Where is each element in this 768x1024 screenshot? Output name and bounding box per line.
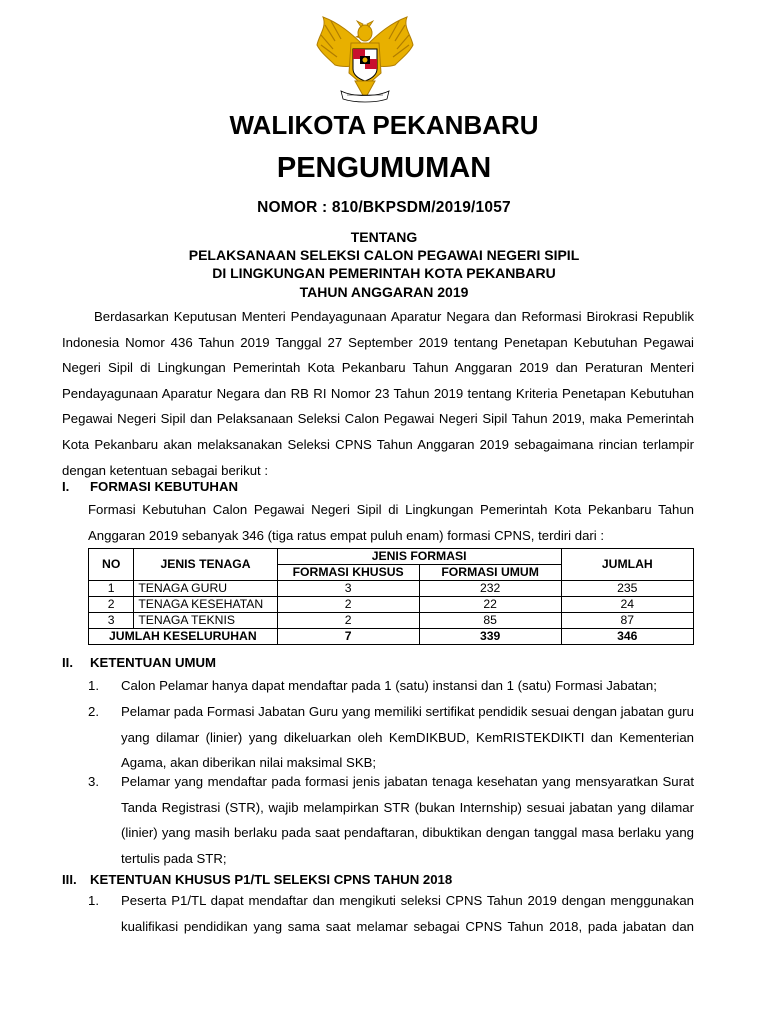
cell-no: 3: [89, 613, 134, 629]
section-1-title: FORMASI KEBUTUHAN: [90, 479, 238, 494]
list-item-text: Pelamar yang mendaftar pada formasi jenis jabatan tenaga kesehatan yang mensyaratkan Surat Tanda Registrasi (STR), wajib melampirkan STR (bukan Internship) sesuai jabatan yang dilamar (linier) yang masih berlaku pada saat pendaftaran, dibuktikan dengan tanggal masa berlaku yang tertulis pada STR;: [121, 774, 694, 866]
total-label: JUMLAH KESELURUHAN: [89, 629, 278, 645]
header-jumlah: JUMLAH: [561, 549, 693, 581]
list-item-number: 1.: [88, 893, 99, 908]
table-total-row: [89, 629, 694, 645]
section-1-text: Formasi Kebutuhan Calon Pegawai Negeri Sipil di Lingkungan Pemerintah Kota Pekanbaru Tahun Anggaran 2019 sebanyak 346 (tiga ratus empat puluh enam) formasi CPNS, terdiri dari :: [88, 502, 694, 543]
total-jumlah: 346: [561, 629, 693, 645]
table-row: [89, 597, 694, 613]
table-row: [89, 581, 694, 597]
cell-jenis: TENAGA TEKNIS: [134, 613, 277, 629]
list-item-text: Calon Pelamar hanya dapat mendaftar pada 1 (satu) instansi dan 1 (satu) Formasi Jabatan;: [121, 678, 657, 693]
subject-line-2: DI LINGKUNGAN PEMERINTAH KOTA PEKANBARU: [212, 265, 556, 281]
cell-umum: 85: [419, 613, 561, 629]
subject-line-1: PELAKSANAAN SELEKSI CALON PEGAWAI NEGERI SIPIL: [188, 247, 580, 263]
office-title: WALIKOTA PEKANBARU: [229, 110, 539, 140]
header-no: NO: [89, 549, 134, 581]
cell-umum: 232: [419, 581, 561, 597]
list-item-number: 1.: [88, 678, 99, 693]
list-item: [88, 888, 694, 939]
list-item-text: Peserta P1/TL dapat mendaftar dan mengikuti seleksi CPNS Tahun 2019 dengan menggunakan kualifikasi pendidikan yang sama saat melamar sebagai CPNS Tahun 2018, pada jabatan dan: [121, 893, 694, 934]
document-type-title: PENGUMUMAN: [276, 152, 492, 184]
subject-line-3: TAHUN ANGGARAN 2019: [299, 284, 469, 300]
section-2-heading: [62, 655, 216, 670]
about-label: TENTANG: [350, 229, 418, 245]
formation-table: [88, 548, 694, 645]
garuda-emblem-icon: [311, 15, 419, 107]
document-number: NOMOR : 810/BKPSDM/2019/1057: [257, 199, 511, 216]
table-row: [89, 613, 694, 629]
section-3-number: III.: [62, 872, 77, 887]
list-item-number: 3.: [88, 774, 99, 789]
cell-jumlah: 24: [561, 597, 693, 613]
cell-jenis: TENAGA KESEHATAN: [134, 597, 277, 613]
cell-khusus: 2: [277, 597, 419, 613]
section-3-title: KETENTUAN KHUSUS P1/TL SELEKSI CPNS TAHUN 2018: [90, 872, 453, 887]
cell-umum: 22: [419, 597, 561, 613]
section-2-number: II.: [62, 655, 73, 670]
cell-no: 2: [89, 597, 134, 613]
list-item: [88, 769, 694, 871]
section-3-heading: [62, 872, 452, 887]
section-2-title: KETENTUAN UMUM: [90, 655, 217, 670]
section-1-heading: [62, 479, 238, 494]
header-jenis-tenaga: JENIS TENAGA: [134, 549, 277, 581]
list-item: [88, 699, 694, 776]
list-item-number: 2.: [88, 704, 99, 719]
cell-no: 1: [89, 581, 134, 597]
total-umum: 339: [419, 629, 561, 645]
intro-paragraph: Berdasarkan Keputusan Menteri Pendayagunaan Aparatur Negara dan Reformasi Birokrasi Republik Indonesia Nomor 436 Tahun 2019 Tanggal 27 September 2019 tentang Penetapan Kebutuhan Pegawai Negeri Sipil di Lingkungan Pemerintah Kota Pekanbaru Tahun Anggaran 2019 dan Peraturan Menteri Pendayagunaan Aparatur Negara dan RB RI Nomor 23 Tahun 2019 tentang Kriteria Penetapan Kebutuhan Pegawai Negeri Sipil dan Pelaksanaan Seleksi Calon Pegawai Negeri Sipil Tahun 2019, maka Pemerintah Kota Pekanbaru akan melaksanakan Seleksi CPNS Tahun Anggaran 2019 sebagaimana rincian terlampir dengan ketentuan sebagai berikut :: [62, 309, 694, 478]
cell-jenis: TENAGA GURU: [134, 581, 277, 597]
cell-jumlah: 235: [561, 581, 693, 597]
list-item: [88, 673, 694, 699]
cell-khusus: 2: [277, 613, 419, 629]
header-formasi-khusus: FORMASI KHUSUS: [277, 565, 419, 581]
header-formasi-umum: FORMASI UMUM: [419, 565, 561, 581]
total-khusus: 7: [277, 629, 419, 645]
cell-khusus: 3: [277, 581, 419, 597]
header-jenis-formasi: JENIS FORMASI: [277, 549, 561, 565]
list-item-text: Pelamar pada Formasi Jabatan Guru yang memiliki sertifikat pendidik sesuai dengan jabatan guru yang dilamar (linier) yang dikeluarkan oleh KemDIKBUD, KemRISTEKDIKTI dan Kementerian Agama, akan diberikan nilai maksimal SKB;: [121, 704, 694, 771]
cell-jumlah: 87: [561, 613, 693, 629]
section-1-number: I.: [62, 479, 70, 494]
